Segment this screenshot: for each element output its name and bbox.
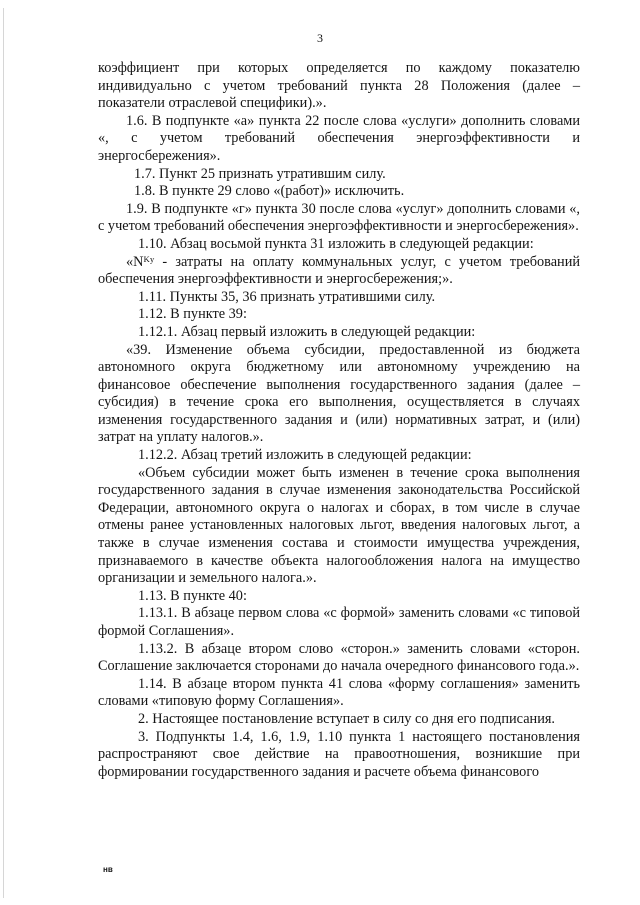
paragraph: коэффициент при которых определяется по каждому показателю индивидуально с учетом требований пункта 28 Положения (далее – показатели отраслевой специфики).».	[98, 60, 580, 112]
paragraph: «39. Изменение объема субсидии, предоставленной из бюджета автономного округа бюджетному или автономному учреждению на финансовое обеспечение выполнения государственного задания (далее – субсидия) в течение срока его выполнения, осуществляется в случаях изменения государственного задания и (или) нормативных затрат, и (или) затрат на уплату налогов.».	[98, 341, 580, 446]
paragraph: 1.11. Пункты 35, 36 признать утратившими силу.	[138, 288, 436, 305]
paragraph: 2. Настоящее постановление вступает в силу со дня его подписания.	[138, 710, 555, 727]
scan-edge	[3, 8, 4, 898]
paragraph: 1.13. В пункте 40:	[138, 587, 247, 604]
paragraph: 1.14. В абзаце втором пункта 41 слова «форму соглашения» заменить словами «типовую форму Соглашения».	[98, 675, 580, 710]
paragraph: 1.7. Пункт 25 признать утратившим силу.	[134, 165, 386, 182]
paragraph: 3. Подпункты 1.4, 1.6, 1.9, 1.10 пункта 1 настоящего постановления распространяют свое действие на правоотношения, возникшие при формировании государственного задания и расчете объема финансового	[98, 728, 580, 780]
paragraph: 1.10. Абзац восьмой пункта 31 изложить в следующей редакции:	[138, 235, 534, 252]
paragraph: 1.9. В подпункте «г» пункта 30 после слова «услуг» дополнить словами «, с учетом требований обеспечения энергоэффективности и энергосбережения».	[98, 200, 580, 235]
paragraph: 1.8. В пункте 29 слово «(работ)» исключить.	[134, 183, 405, 200]
paragraph: 1.6. В подпункте «а» пункта 22 после слова «услуги» дополнить словами «, с учетом требований обеспечения энергоэффективности и энергосбережения».	[98, 112, 580, 164]
page-number: 3	[317, 31, 323, 45]
paragraph: «Nᴷʸ - затраты на оплату коммунальных услуг, с учетом требований обеспечения энергоэффективности и энергосбережения;».	[98, 253, 580, 288]
document-body	[98, 60, 580, 781]
paragraph: 1.12.1. Абзац первый изложить в следующей редакции:	[138, 323, 476, 340]
paragraph: 1.12. В пункте 39:	[138, 306, 247, 323]
paragraph: 1.12.2. Абзац третий изложить в следующей редакции:	[138, 447, 472, 464]
footer-mark: нв	[103, 865, 113, 874]
paragraph: «Объем субсидии может быть изменен в течение срока выполнения государственного задания в случае изменения законодательства Российской Федерации, автономного округа о налогах и сборах, в том числе в случае отмены ранее установленных налоговых льгот, введения налоговых льгот, а также в случае изменения состава и стоимости имущества учреждения, признаваемого в качестве объекта налогообложения налога на имущество организации и земельного налога.».	[98, 464, 580, 587]
paragraph: 1.13.2. В абзаце втором слово «сторон.» заменить словами «сторон. Соглашение заключается сторонами до начала очередного финансового года.».	[98, 640, 580, 675]
paragraph: 1.13.1. В абзаце первом слова «с формой» заменить словами «с типовой формой Соглашения».	[98, 605, 580, 639]
